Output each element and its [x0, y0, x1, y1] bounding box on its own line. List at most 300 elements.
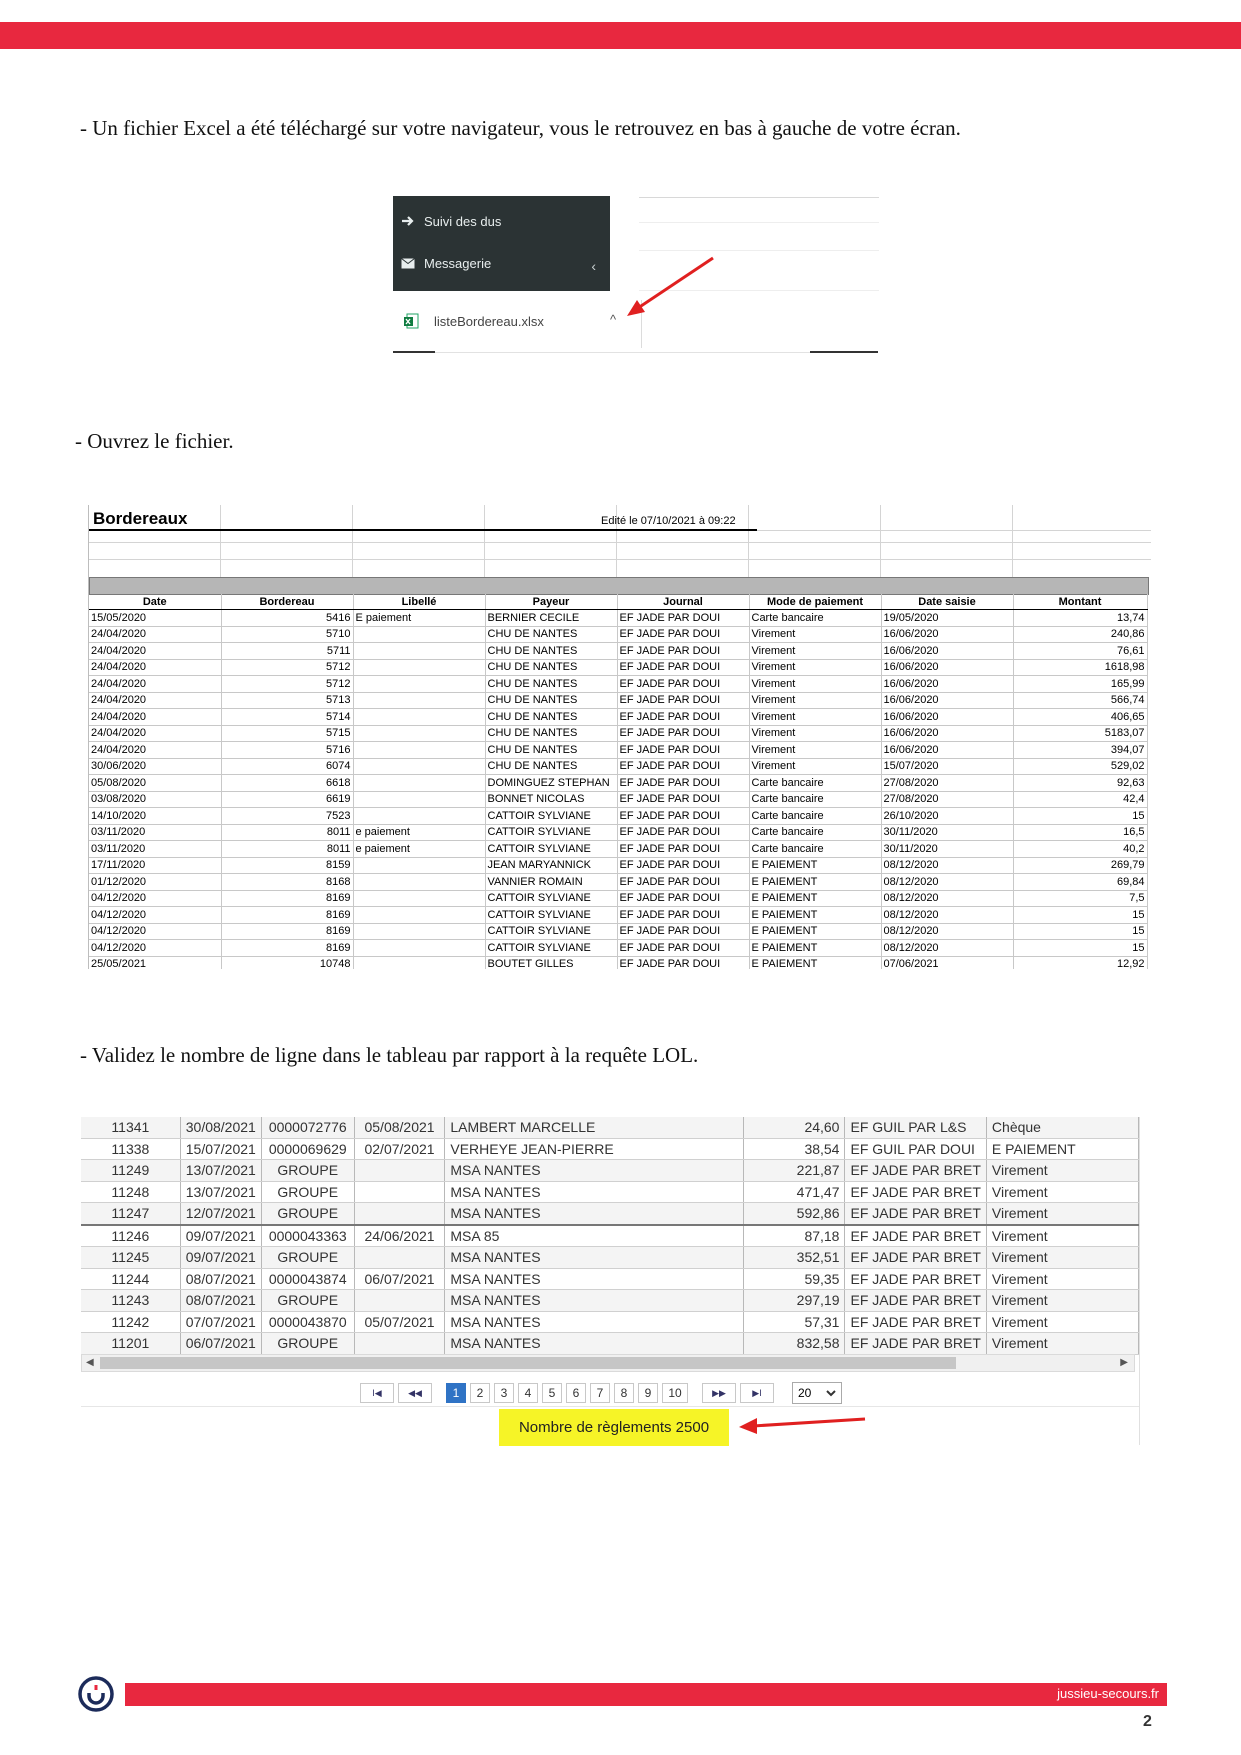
table-cell: [353, 940, 485, 957]
table-cell: EF JADE PAR DOUI: [617, 791, 749, 808]
table-cell: EF JADE PAR DOUI: [617, 725, 749, 742]
table-cell: 11242: [81, 1311, 180, 1333]
table-cell: 24,60: [744, 1117, 845, 1138]
table-row: [89, 907, 1147, 924]
header-band: [0, 22, 1241, 49]
table-cell: EF JADE PAR BRET: [845, 1225, 986, 1247]
table-cell: 30/08/2021: [180, 1117, 261, 1138]
table-cell: 11341: [81, 1117, 180, 1138]
table-cell: 15/05/2020: [89, 610, 221, 627]
pointer-arrow: [623, 256, 715, 318]
table-cell: EF JADE PAR DOUI: [617, 940, 749, 957]
table-cell: Virement: [749, 742, 881, 759]
table-cell: 7,5: [1013, 890, 1147, 907]
download-screenshot: [393, 196, 879, 356]
divider: [639, 197, 879, 198]
grey-band: [89, 577, 1149, 595]
table-cell: 13/07/2021: [180, 1181, 261, 1203]
side-menu: [393, 196, 610, 291]
table-cell: E PAIEMENT: [986, 1138, 1138, 1160]
table-cell: EF GUIL PAR DOUI: [845, 1138, 986, 1160]
table-cell: 04/12/2020: [89, 890, 221, 907]
table-cell: EF JADE PAR BRET: [845, 1160, 986, 1182]
table-cell: 221,87: [744, 1160, 845, 1182]
table-cell: 24/04/2020: [89, 626, 221, 643]
table-cell: 8011: [221, 824, 353, 841]
table-cell: [353, 725, 485, 742]
table-row[interactable]: [81, 1290, 1139, 1312]
table-cell: 240,86: [1013, 626, 1147, 643]
page-button[interactable]: 4: [518, 1383, 538, 1403]
column-header: Mode de paiement: [749, 594, 881, 610]
page-button[interactable]: 7: [590, 1383, 610, 1403]
sheet-header: [89, 505, 1151, 605]
table-cell: 42,4: [1013, 791, 1147, 808]
page-size-value: 20: [798, 1386, 812, 1400]
table-cell: CHU DE NANTES: [485, 676, 617, 693]
table-cell: 15/07/2020: [881, 758, 1013, 775]
table-cell: CATTOIR SYLVIANE: [485, 890, 617, 907]
table-cell: 08/12/2020: [881, 907, 1013, 924]
table-cell: 8168: [221, 874, 353, 891]
page-button[interactable]: 10: [662, 1383, 688, 1403]
table-row: [89, 857, 1147, 874]
horizontal-scrollbar[interactable]: [81, 1354, 1135, 1372]
table-cell: CHU DE NANTES: [485, 643, 617, 660]
table-cell: 11245: [81, 1247, 180, 1269]
table-cell: [353, 890, 485, 907]
menu-item-suivi[interactable]: [401, 210, 501, 232]
table-cell: e paiement: [353, 841, 485, 858]
table-cell: [354, 1203, 445, 1225]
table-cell: 0000072776: [261, 1117, 354, 1138]
table-cell: BERNIER CECILE: [485, 610, 617, 627]
table-cell: 06/07/2021: [354, 1268, 445, 1290]
table-cell: 11249: [81, 1160, 180, 1182]
table-cell: 16/06/2020: [881, 692, 1013, 709]
column-header: Montant: [1013, 594, 1147, 610]
table-cell: MSA NANTES: [445, 1290, 744, 1312]
table-cell: [353, 874, 485, 891]
table-cell: 10748: [221, 956, 353, 969]
table-cell: 05/07/2021: [354, 1311, 445, 1333]
table-cell: 13/07/2021: [180, 1160, 261, 1182]
table-cell: 08/12/2020: [881, 923, 1013, 940]
edited-stamp: Edité le 07/10/2021 à 09:22: [601, 515, 736, 527]
table-cell: 5710: [221, 626, 353, 643]
table-cell: [354, 1181, 445, 1203]
table-cell: 05/08/2020: [89, 775, 221, 792]
table-cell: 8169: [221, 890, 353, 907]
table-cell: 26/10/2020: [881, 808, 1013, 825]
table-cell: CHU DE NANTES: [485, 659, 617, 676]
grid-line: [484, 505, 485, 577]
chevron-up-icon[interactable]: ^: [610, 312, 617, 327]
table-cell: 38,54: [744, 1138, 845, 1160]
table-cell: 6618: [221, 775, 353, 792]
table-cell: MSA NANTES: [445, 1181, 744, 1203]
table-cell: 5713: [221, 692, 353, 709]
sheet-title: Bordereaux: [93, 509, 188, 528]
table-cell: 16/06/2020: [881, 742, 1013, 759]
table-cell: CHU DE NANTES: [485, 709, 617, 726]
first-page-icon[interactable]: I◀: [360, 1383, 394, 1403]
table-cell: EF JADE PAR DOUI: [617, 692, 749, 709]
table-cell: 8011: [221, 841, 353, 858]
footer-url[interactable]: jussieu-secours.fr: [1057, 1686, 1159, 1701]
table-row[interactable]: [81, 1117, 1139, 1138]
table-cell: EF JADE PAR BRET: [845, 1247, 986, 1269]
table-cell: 529,02: [1013, 758, 1147, 775]
table-cell: 24/06/2021: [354, 1225, 445, 1247]
table-cell: [353, 857, 485, 874]
table-cell: Virement: [986, 1247, 1138, 1269]
column-header: Bordereau: [221, 594, 353, 610]
pointer-arrow: [737, 1413, 867, 1435]
table-cell: GROUPE: [261, 1333, 354, 1355]
table-cell: 02/07/2021: [354, 1138, 445, 1160]
column-header: Journal: [617, 594, 749, 610]
table-cell: MSA NANTES: [445, 1203, 744, 1225]
page-number: 2: [1143, 1713, 1152, 1730]
table-cell: 5183,07: [1013, 725, 1147, 742]
table-cell: 269,79: [1013, 857, 1147, 874]
table-cell: 14/10/2020: [89, 808, 221, 825]
table-row: [89, 659, 1147, 676]
table-cell: 08/12/2020: [881, 890, 1013, 907]
table-cell: 16/06/2020: [881, 626, 1013, 643]
table-row[interactable]: [81, 1333, 1139, 1355]
table-cell: Virement: [986, 1290, 1138, 1312]
table-cell: 16,5: [1013, 824, 1147, 841]
table-cell: 12,92: [1013, 956, 1147, 969]
table-cell: 08/12/2020: [881, 940, 1013, 957]
table-cell: 8159: [221, 857, 353, 874]
table-cell: 5714: [221, 709, 353, 726]
page-button[interactable]: 5: [542, 1383, 562, 1403]
divider: [639, 250, 879, 251]
table-cell: E paiement: [353, 610, 485, 627]
table-cell: [353, 775, 485, 792]
table-cell: 15: [1013, 940, 1147, 957]
table-cell: [353, 808, 485, 825]
table-row: [89, 610, 1147, 627]
table-cell: 24/04/2020: [89, 709, 221, 726]
table-row: [89, 874, 1147, 891]
table-row: [89, 841, 1147, 858]
table-cell: 16/06/2020: [881, 659, 1013, 676]
table-cell: 5712: [221, 659, 353, 676]
table-cell: EF JADE PAR BRET: [845, 1311, 986, 1333]
table-cell: [353, 692, 485, 709]
table-row: [89, 643, 1147, 660]
reglements-table: [81, 1117, 1139, 1355]
table-cell: 08/12/2020: [881, 857, 1013, 874]
table-cell: 04/12/2020: [89, 940, 221, 957]
table-cell: EF JADE PAR DOUI: [617, 857, 749, 874]
table-row: [89, 940, 1147, 957]
table-cell: 11243: [81, 1290, 180, 1312]
table-cell: 592,86: [744, 1203, 845, 1225]
file-name: listeBordereau.xlsx: [434, 313, 544, 329]
grid-line: [89, 559, 1151, 560]
table-cell: Virement: [749, 725, 881, 742]
table-cell: 394,07: [1013, 742, 1147, 759]
table-cell: EF JADE PAR DOUI: [617, 956, 749, 969]
table-cell: [354, 1247, 445, 1269]
table-cell: GROUPE: [261, 1181, 354, 1203]
table-cell: EF JADE PAR BRET: [845, 1290, 986, 1312]
table-cell: 8169: [221, 940, 353, 957]
table-cell: EF JADE PAR DOUI: [617, 643, 749, 660]
table-cell: 0000069629: [261, 1138, 354, 1160]
chevron-down-icon: [826, 1390, 836, 1397]
table-cell: [353, 676, 485, 693]
table-cell: 352,51: [744, 1247, 845, 1269]
table-cell: 24/04/2020: [89, 742, 221, 759]
table-cell: BONNET NICOLAS: [485, 791, 617, 808]
table-cell: Virement: [749, 692, 881, 709]
table-cell: Carte bancaire: [749, 808, 881, 825]
table-cell: Virement: [749, 676, 881, 693]
table-cell: 04/12/2020: [89, 923, 221, 940]
table-cell: EF JADE PAR DOUI: [617, 709, 749, 726]
table-cell: CHU DE NANTES: [485, 742, 617, 759]
table-cell: EF JADE PAR DOUI: [617, 742, 749, 759]
table-header-row: [89, 594, 1147, 610]
table-cell: 5715: [221, 725, 353, 742]
brand-logo: [77, 1675, 115, 1713]
table-cell: Virement: [986, 1203, 1138, 1225]
table-cell: [353, 709, 485, 726]
table-cell: 165,99: [1013, 676, 1147, 693]
table-row: [89, 676, 1147, 693]
last-page-icon[interactable]: ▶I: [740, 1383, 774, 1403]
table-cell: 40,2: [1013, 841, 1147, 858]
table-cell: 15/07/2021: [180, 1138, 261, 1160]
table-cell: 87,18: [744, 1225, 845, 1247]
table-cell: EF JADE PAR DOUI: [617, 676, 749, 693]
scroll-left-icon[interactable]: ◀: [86, 1357, 94, 1368]
table-cell: 11246: [81, 1225, 180, 1247]
table-cell: EF JADE PAR DOUI: [617, 775, 749, 792]
table-cell: [353, 791, 485, 808]
table-row: [89, 890, 1147, 907]
table-cell: MSA NANTES: [445, 1268, 744, 1290]
page-size-select[interactable]: [792, 1382, 842, 1404]
table-cell: CATTOIR SYLVIANE: [485, 808, 617, 825]
table-cell: CHU DE NANTES: [485, 758, 617, 775]
menu-item-messagerie[interactable]: [401, 252, 491, 274]
table-cell: E PAIEMENT: [749, 890, 881, 907]
table-cell: 17/11/2020: [89, 857, 221, 874]
table-cell: JEAN MARYANNICK: [485, 857, 617, 874]
table-cell: CATTOIR SYLVIANE: [485, 907, 617, 924]
table-cell: Virement: [986, 1268, 1138, 1290]
table-cell: CHU DE NANTES: [485, 725, 617, 742]
scroll-right-icon[interactable]: ▶: [1120, 1357, 1128, 1368]
table-cell: Virement: [986, 1160, 1138, 1182]
table-cell: 05/08/2021: [354, 1117, 445, 1138]
lol-screenshot: [81, 1117, 1140, 1445]
table-cell: MSA NANTES: [445, 1247, 744, 1269]
table-row: [89, 626, 1147, 643]
divider: [810, 351, 878, 353]
page-button[interactable]: 9: [638, 1383, 658, 1403]
table-cell: 59,35: [744, 1268, 845, 1290]
table-cell: [353, 956, 485, 969]
table-cell: Carte bancaire: [749, 824, 881, 841]
table-row[interactable]: [81, 1268, 1139, 1290]
bordereaux-table: [89, 594, 1148, 969]
table-cell: 5716: [221, 742, 353, 759]
table-row[interactable]: [81, 1160, 1139, 1182]
table-cell: 13,74: [1013, 610, 1147, 627]
table-cell: BOUTET GILLES: [485, 956, 617, 969]
table-cell: Carte bancaire: [749, 775, 881, 792]
table-cell: 04/12/2020: [89, 907, 221, 924]
grid-line: [89, 542, 1151, 543]
grid-line: [1012, 505, 1013, 577]
table-cell: E PAIEMENT: [749, 907, 881, 924]
page-button[interactable]: 3: [494, 1383, 514, 1403]
table-cell: 11201: [81, 1333, 180, 1355]
chevron-left-icon[interactable]: ‹: [591, 258, 596, 274]
divider: [639, 222, 879, 223]
table-cell: MSA NANTES: [445, 1333, 744, 1355]
table-cell: [353, 907, 485, 924]
table-cell: 5711: [221, 643, 353, 660]
table-cell: 5712: [221, 676, 353, 693]
table-cell: 11338: [81, 1138, 180, 1160]
table-row[interactable]: [81, 1225, 1139, 1247]
table-cell: 30/11/2020: [881, 841, 1013, 858]
arrow-right-icon: [401, 215, 415, 227]
table-cell: CATTOIR SYLVIANE: [485, 841, 617, 858]
table-row: [89, 956, 1147, 969]
table-row: [89, 824, 1147, 841]
table-cell: 24/04/2020: [89, 659, 221, 676]
table-cell: 24/04/2020: [89, 643, 221, 660]
page-button[interactable]: 8: [614, 1383, 634, 1403]
table-cell: 92,63: [1013, 775, 1147, 792]
table-cell: 09/07/2021: [180, 1225, 261, 1247]
page-button[interactable]: 2: [470, 1383, 490, 1403]
count-highlight: Nombre de règlements 2500: [499, 1409, 729, 1446]
table-row[interactable]: [81, 1311, 1139, 1333]
table-cell: 03/08/2020: [89, 791, 221, 808]
table-row: [89, 725, 1147, 742]
table-cell: CHU DE NANTES: [485, 626, 617, 643]
table-cell: EF JADE PAR DOUI: [617, 824, 749, 841]
download-item[interactable]: [403, 310, 544, 332]
previous-page-icon[interactable]: ◀◀: [398, 1383, 432, 1403]
table-cell: GROUPE: [261, 1247, 354, 1269]
menu-item-label: Messagerie: [424, 255, 492, 271]
table-row: [89, 742, 1147, 759]
table-cell: 09/07/2021: [180, 1247, 261, 1269]
excel-file-icon: [403, 313, 419, 329]
table-row[interactable]: [81, 1203, 1139, 1225]
table-row: [89, 808, 1147, 825]
table-cell: 832,58: [744, 1333, 845, 1355]
table-cell: 57,31: [744, 1311, 845, 1333]
next-page-icon[interactable]: ▶▶: [702, 1383, 736, 1403]
table-cell: 27/08/2020: [881, 791, 1013, 808]
table-cell: 30/06/2020: [89, 758, 221, 775]
table-cell: 01/12/2020: [89, 874, 221, 891]
grid-line: [880, 505, 881, 577]
table-cell: DOMINGUEZ STEPHAN: [485, 775, 617, 792]
grid-line: [220, 505, 221, 577]
column-header: Libellé: [353, 594, 485, 610]
instruction-step2: - Ouvrez le fichier.: [75, 429, 234, 453]
table-row[interactable]: [81, 1181, 1139, 1203]
table-cell: EF JADE PAR BRET: [845, 1181, 986, 1203]
table-cell: 69,84: [1013, 874, 1147, 891]
divider: [393, 351, 435, 353]
table-cell: GROUPE: [261, 1203, 354, 1225]
table-cell: E PAIEMENT: [749, 956, 881, 969]
envelope-icon: [401, 258, 415, 269]
table-cell: EF JADE PAR BRET: [845, 1268, 986, 1290]
table-cell: 7523: [221, 808, 353, 825]
table-cell: EF JADE PAR DOUI: [617, 890, 749, 907]
table-cell: 16/06/2020: [881, 725, 1013, 742]
table-cell: 19/05/2020: [881, 610, 1013, 627]
scroll-thumb[interactable]: [100, 1357, 956, 1369]
column-header: Date saisie: [881, 594, 1013, 610]
pagination: [360, 1382, 842, 1404]
instruction-step1: - Un fichier Excel a été téléchargé sur votre navigateur, vous le retrouvez en bas à gauche de votre écran.: [80, 116, 961, 140]
table-cell: Virement: [986, 1181, 1138, 1203]
table-cell: MSA 85: [445, 1225, 744, 1247]
table-cell: [353, 626, 485, 643]
table-cell: 8169: [221, 907, 353, 924]
page-button[interactable]: 1: [446, 1383, 466, 1403]
table-cell: CHU DE NANTES: [485, 692, 617, 709]
table-cell: EF JADE PAR DOUI: [617, 808, 749, 825]
table-cell: e paiement: [353, 824, 485, 841]
table-cell: 12/07/2021: [180, 1203, 261, 1225]
table-cell: 16/06/2020: [881, 643, 1013, 660]
excel-sheet: [88, 505, 1151, 969]
table-cell: Virement: [749, 626, 881, 643]
table-cell: E PAIEMENT: [749, 857, 881, 874]
table-row[interactable]: [81, 1247, 1139, 1269]
table-cell: 24/04/2020: [89, 692, 221, 709]
table-cell: Carte bancaire: [749, 610, 881, 627]
table-cell: 03/11/2020: [89, 841, 221, 858]
table-cell: [353, 659, 485, 676]
table-cell: EF JADE PAR DOUI: [617, 907, 749, 924]
table-row: [89, 923, 1147, 940]
table-cell: LAMBERT MARCELLE: [445, 1117, 744, 1138]
title-rule: [89, 529, 757, 531]
table-cell: 03/11/2020: [89, 824, 221, 841]
footer-band: [125, 1683, 1167, 1706]
table-row[interactable]: [81, 1138, 1139, 1160]
table-cell: EF JADE PAR DOUI: [617, 758, 749, 775]
page-button[interactable]: 6: [566, 1383, 586, 1403]
table-cell: Chèque: [986, 1117, 1138, 1138]
table-cell: 76,61: [1013, 643, 1147, 660]
table-cell: 0000043874: [261, 1268, 354, 1290]
table-cell: Virement: [986, 1311, 1138, 1333]
table-cell: 24/04/2020: [89, 725, 221, 742]
table-cell: 06/07/2021: [180, 1333, 261, 1355]
table-cell: 6619: [221, 791, 353, 808]
